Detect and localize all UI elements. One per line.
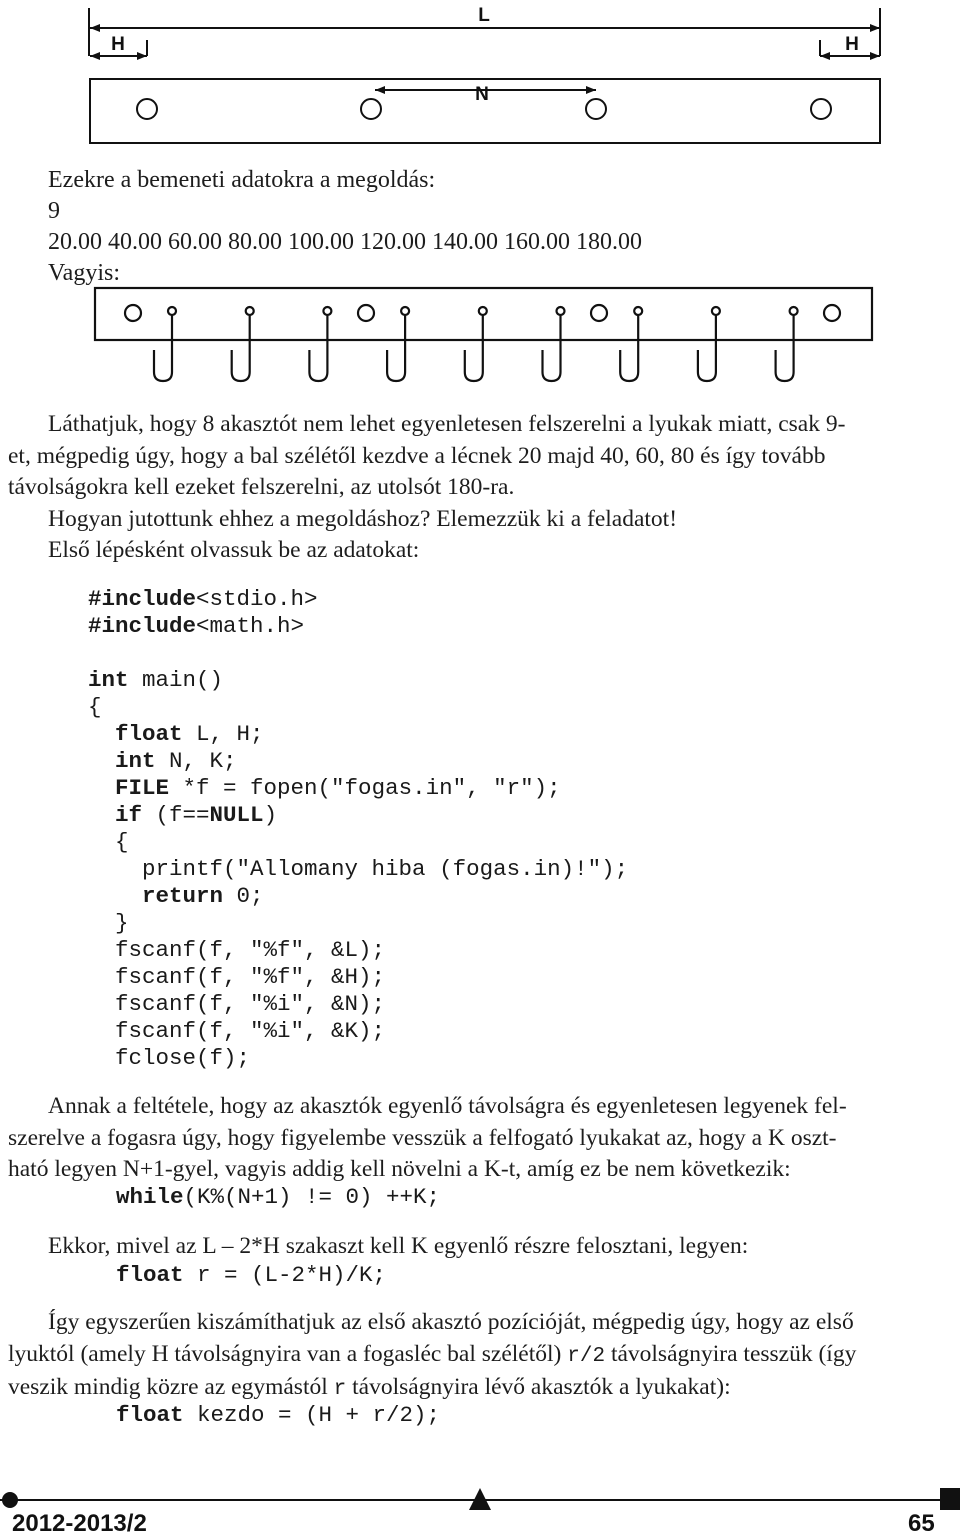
code-while: while(K%(N+1) != 0) ++K;	[116, 1184, 441, 1210]
footer-year: 2012-2013/2	[12, 1510, 147, 1537]
rail-hole	[824, 305, 840, 321]
footer-rule	[0, 1486, 960, 1510]
code-block: #include<stdio.h> #include<math.h> int main() { float L, H; int N, K; FILE *f = fopen("fogas.in", "r"); if (f==NULL) { printf("Allomany hiba (fogas.in)!"); return 0; } fscanf(f, "%f", &L); fscanf(f, "%f", &H); fscanf(f, "%i", &N); fscanf(f, "%i", &K); fclose(f);	[88, 586, 629, 1071]
hook	[387, 315, 405, 381]
hooks-group	[154, 307, 798, 381]
paragraph-4: Így egyszerűen kiszámíthatjuk az első akasztó pozícióját, mégpedig úgy, hogy az első lyuktól (amely H távolságnyira van a fogasléc bal szélétől) r/2 távolságnyira tesszük (így veszik mindig közre az egymástól r távolságnyira lévő akasztók a lyukakat):	[8, 1309, 857, 1401]
hook-screw	[323, 307, 331, 315]
label-N: N	[475, 84, 489, 105]
footer-square-icon	[940, 1488, 960, 1510]
paragraph-1: Láthatjuk, hogy 8 akasztót nem lehet egyenletesen felszerelni a lyukak miatt, csak 9- et, mégpedig úgy, hogy a bal szélétől kezdve a lécnek 20 majd 40, 60, 80 és így tovább távolságokra kell ezeket felszerelni, az utolsót 180-ra. Hogyan jutottunk ehhez a megoldáshoz? Elemezzük ki a feladatot! Első lépésként olvassuk be az adatokat:	[8, 411, 846, 563]
footer-dot-icon	[2, 1492, 18, 1508]
hook	[698, 315, 716, 381]
hook-screw	[712, 307, 720, 315]
hook	[465, 315, 483, 381]
rail-hole	[361, 99, 381, 119]
hook-screw	[168, 307, 176, 315]
hook	[154, 315, 172, 381]
label-H-right: H	[845, 34, 859, 55]
hook-screw	[634, 307, 642, 315]
rail-diagram	[0, 0, 960, 150]
label-L: L	[478, 5, 490, 26]
rail-hole	[125, 305, 141, 321]
input-n: 9	[48, 198, 60, 224]
rail-hole	[811, 99, 831, 119]
hook-rail-diagram	[0, 280, 960, 395]
rail-hole	[586, 99, 606, 119]
rail-hole	[591, 305, 607, 321]
code-float-kezdo: float kezdo = (H + r/2);	[116, 1402, 441, 1428]
hook-screw	[479, 307, 487, 315]
hook	[309, 315, 327, 381]
paragraph-2: Annak a feltétele, hogy az akasztók egyenlő távolságra és egyenletesen legyenek fel- szerelve a fogasra úgy, hogy figyelembe vesszük a felfogató lyukakat az, hogy a K oszt- ható legyen N+1-gyel, vagyis addig kell növelni a K-t, amíg ez be nem következik:	[8, 1093, 847, 1182]
vagyis-text: Vagyis:	[48, 260, 120, 286]
hook-screw	[557, 307, 565, 315]
label-H-left: H	[111, 34, 125, 55]
intro-text: Ezekre a bemeneti adatokra a megoldás:	[48, 167, 436, 193]
rail-hole	[137, 99, 157, 119]
rail-hole	[358, 305, 374, 321]
hook	[776, 315, 794, 381]
code-float-r: float r = (L-2*H)/K;	[116, 1262, 387, 1288]
hook	[620, 315, 638, 381]
hook	[543, 315, 561, 381]
hook-screw	[246, 307, 254, 315]
hook	[232, 315, 250, 381]
paragraph-3: Ekkor, mivel az L – 2*H szakaszt kell K egyenlő részre felosztani, legyen:	[48, 1233, 749, 1259]
hook-screw	[790, 307, 798, 315]
footer-page-number: 65	[908, 1510, 935, 1537]
input-values: 20.00 40.00 60.00 80.00 100.00 120.00 140.00 160.00 180.00	[48, 229, 642, 255]
hook-screw	[401, 307, 409, 315]
